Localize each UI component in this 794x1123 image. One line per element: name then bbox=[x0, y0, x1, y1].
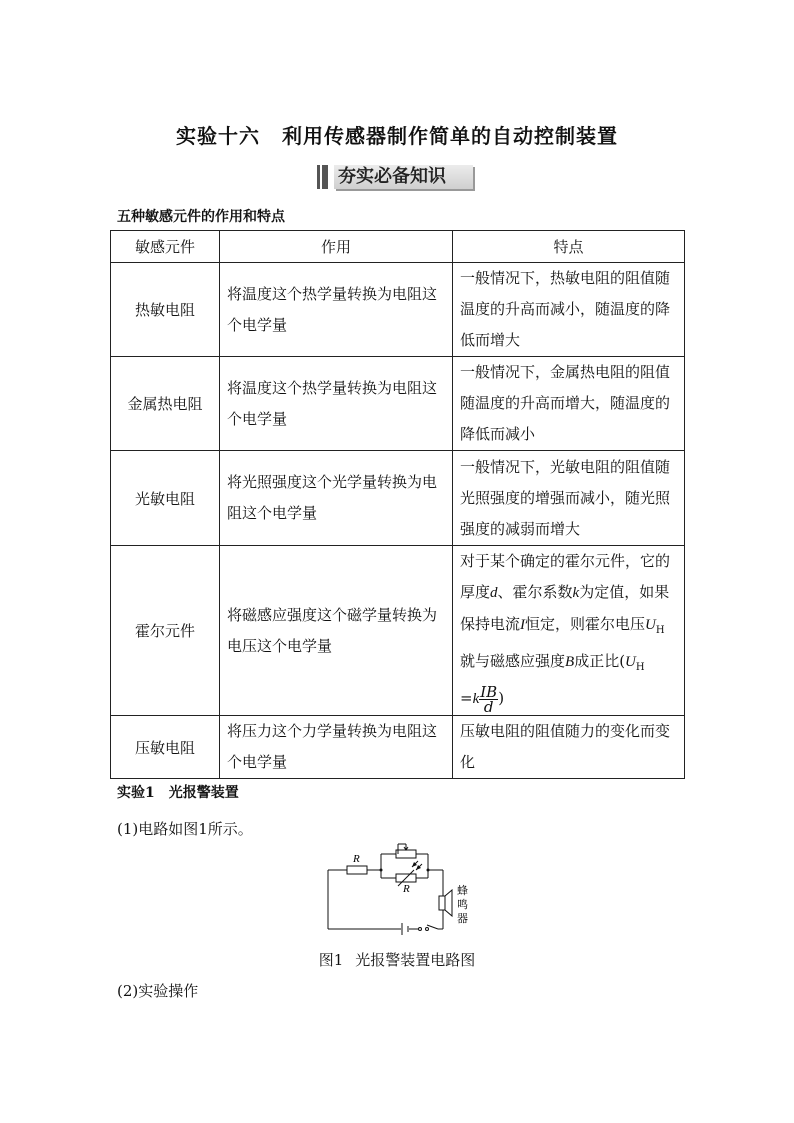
var-b: B bbox=[565, 654, 575, 670]
cell-element: 金属热电阻 bbox=[111, 357, 220, 451]
hall-text-5: 就与磁感应强度 bbox=[460, 652, 566, 670]
hall-text-4: 恒定，则霍尔电压 bbox=[525, 615, 646, 633]
table-row bbox=[111, 357, 685, 451]
hall-text-2: 、霍尔系数 bbox=[497, 583, 573, 601]
cell-element: 热敏电阻 bbox=[111, 263, 220, 357]
circuit-diagram bbox=[318, 836, 478, 936]
cell-element: 光敏电阻 bbox=[111, 451, 220, 546]
header-feature: 特点 bbox=[453, 231, 685, 263]
page-title bbox=[0, 120, 794, 149]
cell-role: 将压力这个力学量转换为电阻这个电学量 bbox=[220, 716, 453, 779]
var-u: U bbox=[645, 617, 656, 633]
table-heading: 五种敏感元件的作用和特点 bbox=[117, 209, 285, 225]
cell-feature: 一般情况下，光敏电阻的阻值随光照强度的增强而减小，随光照强度的减弱而增大 bbox=[453, 451, 685, 546]
table-row bbox=[111, 546, 685, 716]
step-1-text: (1)电路如图1所示。 bbox=[117, 820, 253, 838]
header-element: 敏感元件 bbox=[111, 231, 220, 263]
fraction-ib-over-d bbox=[479, 682, 498, 716]
var-d: d bbox=[490, 585, 498, 601]
fraction-denominator: d bbox=[483, 697, 494, 716]
experiment-heading bbox=[117, 782, 239, 802]
table-row bbox=[111, 716, 685, 779]
cell-feature: 压敏电阻的阻值随力的变化而变化 bbox=[453, 716, 685, 779]
header-role: 作用 bbox=[220, 231, 453, 263]
table-row bbox=[111, 451, 685, 546]
cell-role: 将光照强度这个光学量转换为电阻这个电学量 bbox=[220, 451, 453, 546]
cell-role: 将温度这个热学量转换为电阻这个电学量 bbox=[220, 357, 453, 451]
cell-role: 将磁感应强度这个磁学量转换为电压这个电学量 bbox=[220, 546, 453, 716]
cell-element: 压敏电阻 bbox=[111, 716, 220, 779]
section-banner bbox=[317, 164, 473, 190]
var-u: U bbox=[625, 654, 636, 670]
var-k: k bbox=[572, 585, 580, 601]
variable-resistor bbox=[396, 850, 416, 858]
var-k: k bbox=[472, 691, 480, 707]
sub-h: H bbox=[635, 662, 645, 673]
figure-caption bbox=[0, 949, 794, 970]
cell-feature: 一般情况下，热敏电阻的阻值随温度的升高而减小，随温度的降低而增大 bbox=[453, 263, 685, 357]
title-part1: 实验十六 bbox=[176, 124, 260, 148]
sub-h: H bbox=[655, 625, 665, 636]
buzzer-label-2: 鸣 bbox=[457, 898, 468, 911]
resistor-r bbox=[347, 866, 367, 874]
hall-text-1: 对于某个确定的霍尔元件，它的厚度 bbox=[460, 552, 671, 601]
cell-feature: 一般情况下，金属热电阻的阻值随温度的升高而增大，随温度的降低而减小 bbox=[453, 357, 685, 451]
table-row bbox=[111, 263, 685, 357]
caption-text: 光报警装置电路图 bbox=[355, 951, 476, 969]
experiment-name: 光报警装置 bbox=[168, 785, 239, 801]
title-part2: 利用传感器制作简单的自动控制装置 bbox=[282, 124, 618, 148]
buzzer-body bbox=[439, 896, 445, 910]
equals-sign: = bbox=[460, 689, 473, 707]
buzzer-label-3: 器 bbox=[457, 912, 468, 925]
cell-feature-hall bbox=[453, 546, 685, 716]
hall-text-3: 为定值，如果保持电流 bbox=[460, 583, 670, 633]
cell-role: 将温度这个热学量转换为电阻这个电学量 bbox=[220, 263, 453, 357]
close-paren: ) bbox=[498, 689, 505, 707]
buzzer-label-1: 蜂 bbox=[457, 884, 468, 897]
experiment-label: 实验1 bbox=[117, 785, 155, 801]
hall-text-6: 成正比( bbox=[574, 652, 626, 670]
cell-element: 霍尔元件 bbox=[111, 546, 220, 716]
var-i: I bbox=[520, 617, 526, 633]
step-2-text: (2)实验操作 bbox=[117, 982, 199, 1000]
caption-fig: 图1 bbox=[318, 951, 344, 969]
fraction-numerator: IB bbox=[480, 682, 498, 701]
label-r-mid: R bbox=[403, 883, 410, 895]
sensor-table bbox=[110, 230, 685, 779]
label-r-top: R bbox=[353, 853, 360, 865]
table-header-row bbox=[111, 231, 685, 263]
banner-text: 夯实必备知识 bbox=[334, 165, 473, 189]
banner-bars bbox=[317, 165, 328, 189]
